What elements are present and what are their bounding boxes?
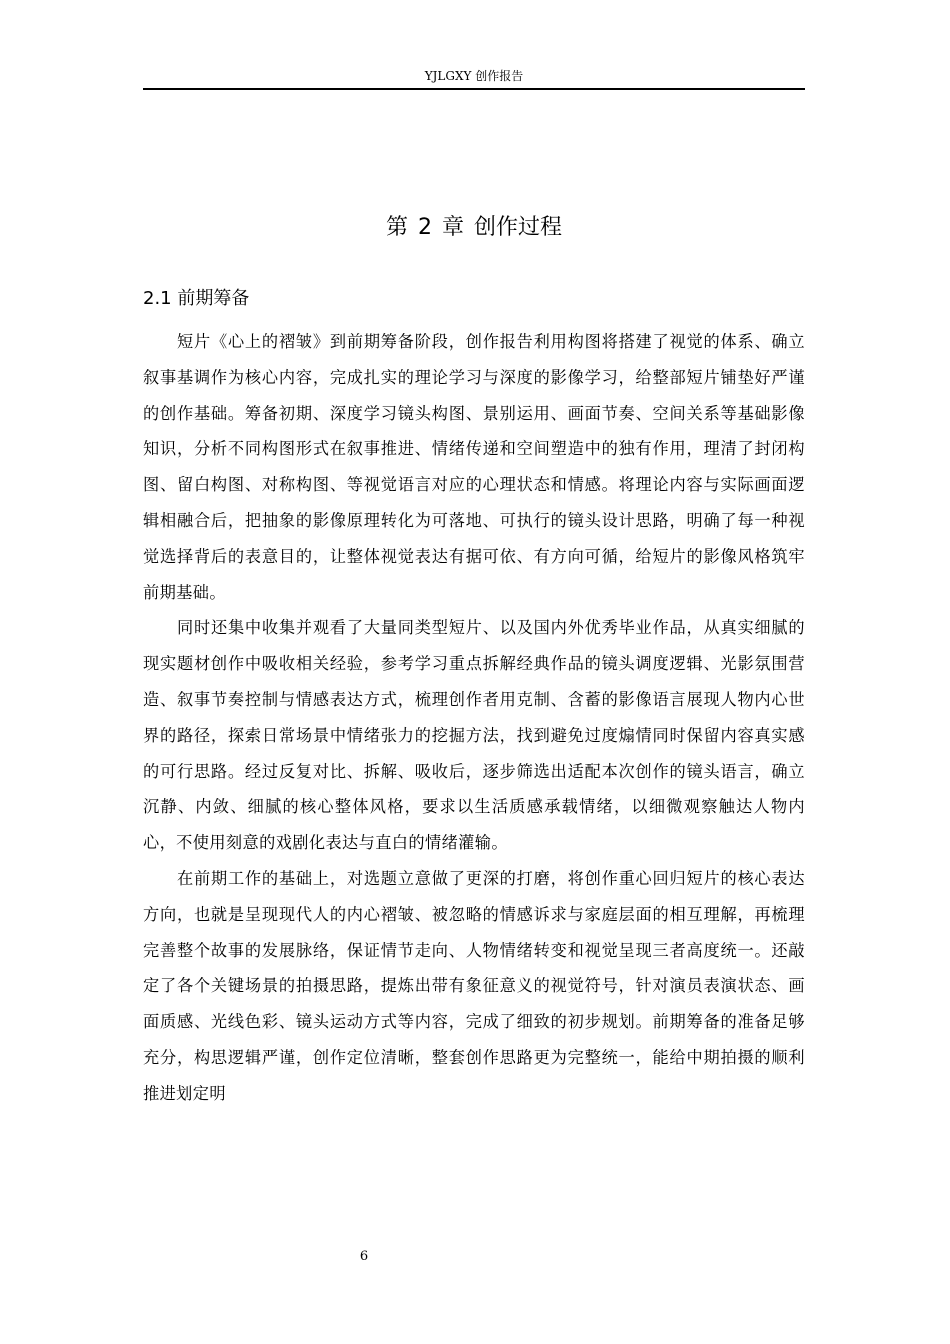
header-rule bbox=[143, 88, 805, 90]
running-header: YJLGXY 创作报告 bbox=[424, 69, 524, 83]
section-heading: 2.1 前期筹备 bbox=[143, 288, 250, 309]
paragraph: 同时还集中收集并观看了大量同类型短片、以及国内外优秀毕业作品，从真实细腻的现实题材创作中吸收相关经验，参考学习重点拆解经典作品的镜头调度逻辑、光影氛围营造、叙事节奏控制与情感表达方式，梳理创作者用克制、含蓄的影像语言展现人物内心世界的路径，探索日常场景中情绪张力的挖掘方法，找到避免过度煽情同时保留内容真实感的可行思路。经过反复对比、拆解、吸收后，逐步筛选出适配本次创作的镜头语言，确立沉静、内敛、细腻的核心整体风格，要求以生活质感承载情绪，以细微观察触达人物内心，不使用刻意的戏剧化表达与直白的情绪灌输。 bbox=[143, 618, 805, 853]
paragraph: 短片《心上的褶皱》到前期筹备阶段，创作报告利用构图将搭建了视觉的体系、确立叙事基调作为核心内容，完成扎实的理论学习与深度的影像学习，给整部短片铺垫好严谨的创作基础。筹备初期、深度学习镜头构图、景别运用、画面节奏、空间关系等基础影像知识，分析不同构图形式在叙事推进、情绪传递和空间塑造中的独有作用，理清了封闭构图、留白构图、对称构图、等视觉语言对应的心理状态和情感。将理论内容与实际画面逻辑相融合后，把抽象的影像原理转化为可落地、可执行的镜头设计思路，明确了每一种视觉选择背后的表意目的，让整体视觉表达有据可依、有方向可循，给短片的影像风格筑牢前期基础。 bbox=[143, 332, 805, 602]
chapter-title: 第 2 章 创作过程 bbox=[386, 215, 562, 240]
body-text bbox=[143, 324, 805, 1112]
paragraph: 在前期工作的基础上，对选题立意做了更深的打磨，将创作重心回归短片的核心表达方向，也就是呈现现代人的内心褶皱、被忽略的情感诉求与家庭层面的相互理解，再梳理完善整个故事的发展脉络，保证情节走向、人物情绪转变和视觉呈现三者高度统一。还敲定了各个关键场景的拍摄思路，提炼出带有象征意义的视觉符号，针对演员表演状态、画面质感、光线色彩、镜头运动方式等内容，完成了细致的初步规划。前期筹备的准备足够充分，构思逻辑严谨，创作定位清晰，整套创作思路更为完整统一，能给中期拍摄的顺利推进划定明 bbox=[143, 868, 805, 1103]
page-number: 6 bbox=[359, 1249, 369, 1264]
